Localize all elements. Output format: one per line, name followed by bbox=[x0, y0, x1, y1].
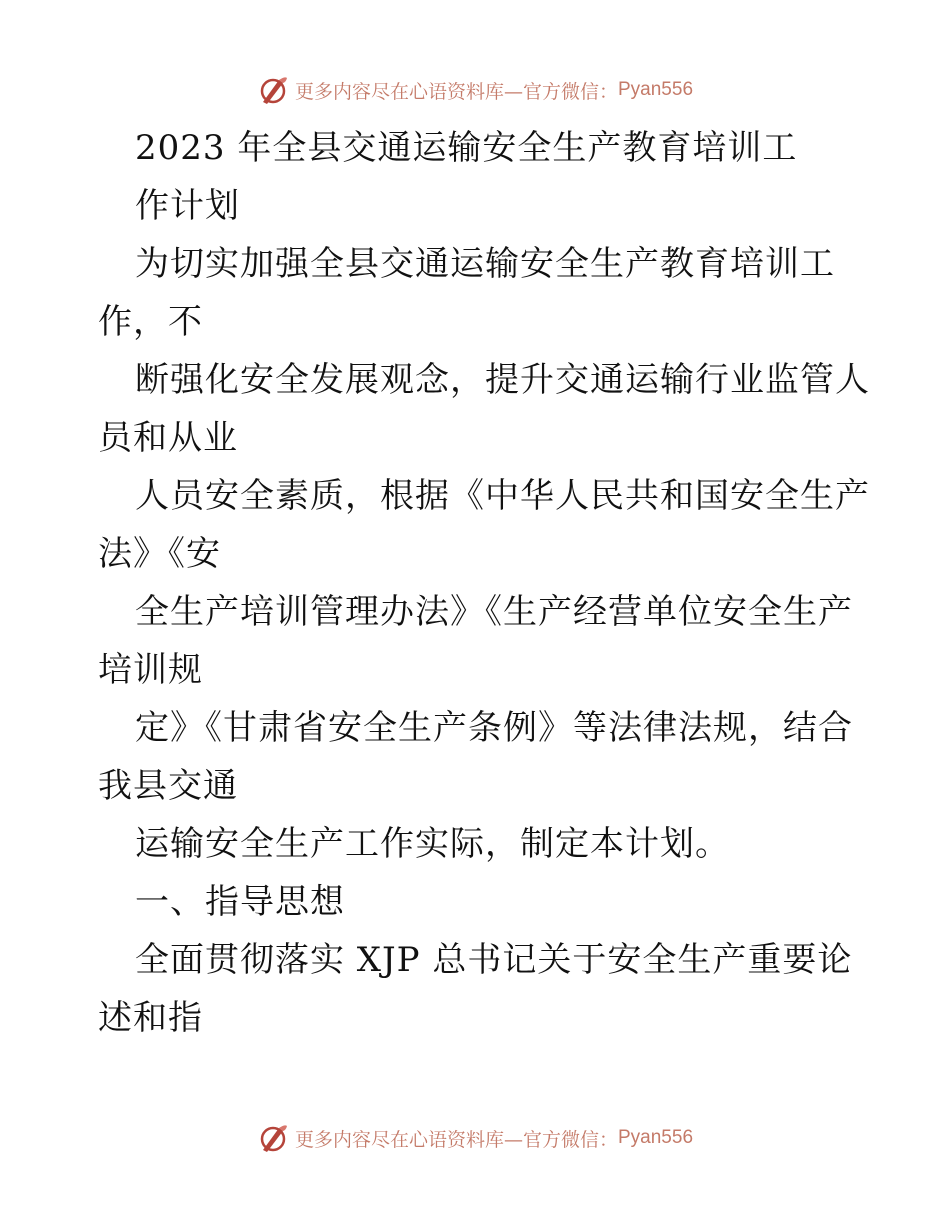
doc-line: 述和指 bbox=[98, 998, 203, 1038]
doc-line: 作，不 bbox=[98, 302, 203, 342]
doc-line: 员和从业 bbox=[98, 418, 238, 458]
doc-line: 断强化安全发展观念，提升交通运输行业监管人 bbox=[135, 360, 870, 400]
doc-line: 定》《甘肃省安全生产条例》等法律法规，结合 bbox=[135, 708, 853, 748]
footer-banner-text: 更多内容尽在心语资料库—官方微信： bbox=[294, 1128, 618, 1151]
doc-line: 我县交通 bbox=[98, 766, 238, 806]
doc-line: 法》《安 bbox=[98, 534, 221, 574]
doc-line: 为切实加强全县交通运输安全生产教育培训工 bbox=[135, 244, 835, 284]
doc-line: 人员安全素质，根据《中华人民共和国安全生产 bbox=[135, 476, 870, 516]
header-banner-account: Pyan556 bbox=[618, 79, 694, 100]
doc-line: 全面贯彻落实 XJP 总书记关于安全生产重要论 bbox=[135, 940, 853, 980]
doc-title-line-2: 作计划 bbox=[135, 186, 240, 226]
doc-section-heading: 一、指导思想 bbox=[135, 882, 345, 922]
footer-banner-account: Pyan556 bbox=[618, 1127, 694, 1148]
header-banner-text: 更多内容尽在心语资料库—官方微信： bbox=[294, 80, 618, 103]
doc-line: 全生产培训管理办法》《生产经营单位安全生产 bbox=[135, 592, 853, 632]
header-banner bbox=[0, 70, 950, 110]
quill-logo-icon bbox=[257, 1122, 289, 1154]
doc-line: 运输安全生产工作实际，制定本计划。 bbox=[135, 824, 730, 864]
header-banner-inner bbox=[257, 74, 693, 106]
doc-line: 培训规 bbox=[98, 650, 203, 690]
footer-banner bbox=[0, 1118, 950, 1158]
doc-title-line-1: 2023 年全县交通运输安全生产教育培训工 bbox=[135, 128, 798, 168]
footer-banner-inner bbox=[257, 1122, 693, 1154]
quill-logo-icon bbox=[257, 74, 289, 106]
